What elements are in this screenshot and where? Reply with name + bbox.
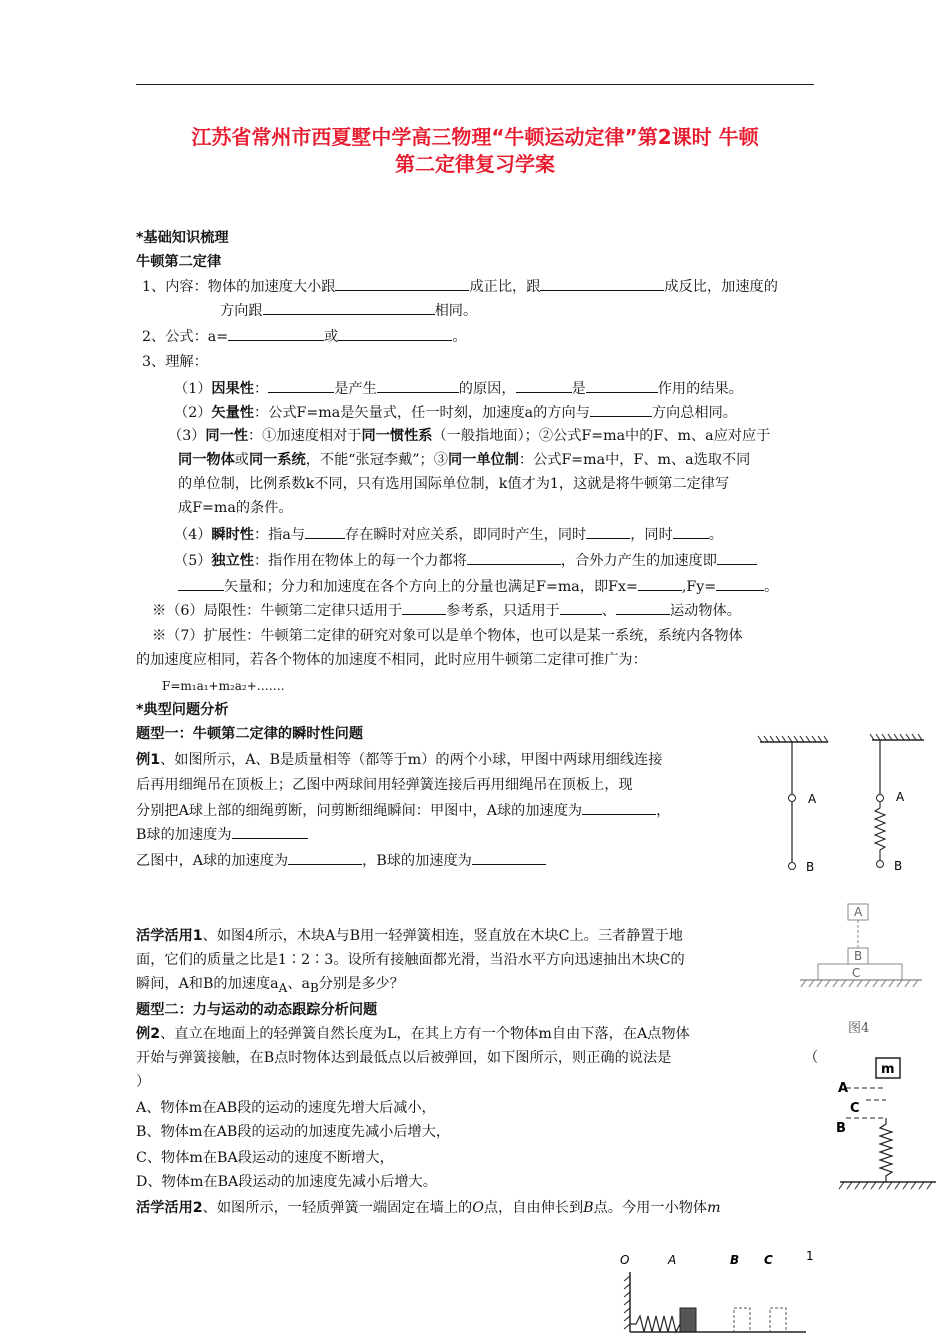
blank-field[interactable] [616,600,670,615]
label-c: C [764,1253,773,1267]
label-a: A [838,1081,849,1096]
subheading-newton-second-law: 牛顿第二定律 [136,254,222,270]
blank-field[interactable] [582,800,656,815]
answer-paren-left: （ [804,1050,819,1066]
blank-field[interactable] [178,576,224,591]
blank-field[interactable] [590,402,652,417]
hanging-balls-figure [756,730,926,880]
label-a: A [808,792,817,806]
text: 1、内容：物体的加速度大小跟 [142,279,336,295]
text: （1） [174,381,212,397]
ceiling-left [758,736,828,742]
blank-field[interactable] [305,524,345,539]
spring-icon [875,802,885,860]
answer-paren-right: ） [136,1074,151,1090]
label-a: A [896,790,905,804]
understanding-identity-line2 [178,450,750,470]
italic-symbol: B [583,1200,594,1216]
option-b: B、物体m在AB段的运动的加速度先减小后增大， [136,1124,451,1140]
text: 分别把A球上部的细绳剪断，问剪断细绳瞬间：甲图中，A球的加速度为 [136,803,583,819]
problem-type-2-heading: 题型二：力与运动的动态跟踪分析问题 [136,1002,378,1018]
blank-field[interactable] [516,378,572,393]
example1-line5 [136,850,546,871]
text: 点。今用一小物体 [593,1200,708,1216]
text: 、如图所示，一轻质弹簧一端固定在墙上的 [202,1200,473,1216]
bold-term: 活学活用1 [136,928,203,944]
section-heading-typical-problems: *典型问题分析 [136,702,229,718]
text: 瞬间，A和B的加速度a [136,976,279,992]
text: 矢量和；分力和加速度在各个方向上的分量也满足F=ma，即Fx= [224,579,638,595]
text: ， [656,803,671,819]
label-a: A [854,905,863,919]
block-at-a [680,1308,696,1332]
spring-icon [880,1118,892,1182]
extension-formula: F=m₁a₁+m₂a₂+……. [162,679,285,693]
text: 方向跟 [220,303,263,319]
understanding-independence-line2 [178,576,778,597]
blank-field[interactable] [335,276,469,291]
text: 、如图所示，A、B是质量相等（都等于m）的两个小球，甲图中两球用细线连接 [160,752,663,768]
blank-field[interactable] [228,326,324,341]
text: 乙图中，A球的加速度为 [136,853,289,869]
text: 成反比，加速度的 [664,279,778,295]
wall-spring-figure [610,1246,820,1344]
block-position-c [770,1308,786,1332]
text: 成正比，跟 [469,279,541,295]
understanding-identity-line3: 的单位制，比例系数k不同，只有选用国际单位制，k值才为1，这就是将牛顿第二定律写 [178,476,730,492]
example1-line2: 后再用细绳吊在顶板上；乙图中两球间用轻弹簧连接后再用细绳吊在顶板上，现 [136,777,633,793]
example2-line1 [136,1024,690,1044]
blank-field[interactable] [268,378,334,393]
spring-icon [630,1316,680,1332]
text: 方向总相同。 [651,405,737,421]
example2-line2: 开始与弹簧接触，在B点时物体达到最低点以后被弹回，如下图所示，则正确的说法是 [136,1050,672,1066]
ground-hatch [801,980,918,987]
blank-field[interactable] [560,600,602,615]
problem-type-1-heading: 题型一：牛顿第二定律的瞬时性问题 [136,726,364,742]
bold-term: 瞬时性 [211,527,254,543]
header-rule [136,84,814,85]
text: ：公式F=ma中，F、m、a选取不同 [518,452,751,468]
understanding-instantaneity [174,524,723,545]
example1-line1 [136,750,662,770]
text: 。 [452,329,467,345]
understanding-limitation [152,600,741,621]
example1-line4 [136,824,308,845]
bold-term: 矢量性 [211,405,254,421]
blank-field[interactable] [402,600,446,615]
understanding-independence-line1 [174,550,757,571]
text: 点，自由伸长到 [483,1200,584,1216]
title-line-1: 江苏省常州市西夏墅中学高三物理“牛顿运动定律”第2课时 牛顿 [191,125,759,149]
text: 是 [571,381,586,397]
item3-label: 3、理解： [142,354,208,370]
text: ：指a与 [253,527,306,543]
understanding-extension-line2: 的加速度应相同，若各个物体的加速度不相同，此时应用牛顿第二定律可推广为： [136,652,647,668]
text: ：①加速度相对于 [247,428,362,444]
text: ,Fy= [681,579,717,595]
bold-term: 例1 [136,752,161,768]
item1-line1 [142,276,778,297]
label-b: B [806,860,815,874]
spring-drop-figure [830,1050,940,1196]
label-a: A [668,1253,677,1267]
title-line-2: 第二定律复习学案 [395,152,555,176]
ball-a-right [877,795,884,802]
understanding-identity-line4: 成F=ma的条件。 [178,500,293,516]
understanding-causality [174,378,743,399]
label-m: m [881,1062,895,1077]
ground-hatch [839,1182,932,1189]
text: （2） [174,405,212,421]
ball-b-left [789,863,796,870]
text: 相同。 [434,303,478,319]
application1-line1 [136,926,683,946]
text: （5） [174,553,212,569]
blank-field[interactable] [586,524,630,539]
option-d: D、物体m在BA段运动的加速度先减小后增大。 [136,1174,437,1190]
text: 的原因， [458,381,516,397]
block-position-b [734,1308,750,1332]
bold-term: 同一性 [205,428,248,444]
figure-caption: 图4 [848,1021,870,1036]
text: ，合外力产生的加速度即 [560,553,717,569]
text: ： [253,381,269,397]
bold-term: 活学活用2 [136,1200,203,1216]
blank-field[interactable] [586,378,658,393]
text: 参考系，只适用于 [446,603,560,619]
text: 、 [601,603,616,619]
text: （4） [174,527,212,543]
option-a: A、物体m在AB段的运动的速度先增大后减小， [136,1100,436,1116]
label-c: C [850,1101,860,1116]
text: 或 [234,452,249,468]
ball-b-right [877,861,884,868]
text: 是产生 [334,381,377,397]
blank-field[interactable] [263,300,435,315]
subscript: A [278,980,288,995]
text: 、a [287,976,310,992]
bold-term: 独立性 [211,553,254,569]
subscript: B [309,980,319,995]
ball-a-left [789,795,796,802]
blank-field[interactable] [338,326,452,341]
label-o: O [620,1253,630,1267]
text: 或 [324,329,339,345]
text: 作用的结果。 [657,381,743,397]
bold-term: 例2 [136,1026,161,1042]
text: ：公式F=ma是矢量式，任一时刻，加速度a的方向与 [253,405,590,421]
wall-hatch [624,1276,630,1329]
italic-symbol: O [472,1200,484,1216]
understanding-extension-line1: ※（7）扩展性：牛顿第二定律的研究对象可以是单个物体，也可以是某一系统，系统内各物体 [152,628,743,644]
text: ：指作用在物体上的每一个力都将 [253,553,467,569]
understanding-vector [174,402,737,423]
blank-field[interactable] [472,850,546,865]
option-c: C、物体m在BA段运动的速度不断增大， [136,1150,394,1166]
text: 。 [708,527,723,543]
application2-line1 [136,1198,721,1218]
text: B球的加速度为 [136,827,232,843]
text: 。 [764,579,779,595]
text: 2、公式：a= [142,329,229,345]
text: 分别是多少？ [318,976,404,992]
label-b: B [836,1121,846,1136]
section-heading-basics: *基础知识梳理 [136,230,229,246]
application1-line2: 面，它们的质量之比是1∶2∶3。设所有接触面都光滑，当沿水平方向迅速抽出木块C的 [136,952,685,968]
ceiling-right [870,734,924,740]
page-number: 1 [806,1249,814,1263]
bold-term: 同一物体 [178,452,235,468]
text: ，B球的加速度为 [362,853,472,869]
blank-field[interactable] [673,524,709,539]
figure4-blocks [796,896,926,1036]
text: ，同时 [630,527,673,543]
text: （3） [168,428,206,444]
label-b: B [894,859,903,873]
bold-term: 因果性 [211,381,254,397]
bold-term: 同一惯性系 [361,428,433,444]
understanding-identity-line1 [168,426,770,446]
text: （一般指地面）；②公式F=ma中的F、m、a应对应于 [432,428,771,444]
text: 存在瞬时对应关系，即同时产生，同时 [345,527,587,543]
text: 、如图4所示，木块A与B用一轻弹簧相连，竖直放在木块C上。三者静置于地 [202,928,683,944]
label-b: B [730,1253,740,1267]
blank-field[interactable] [638,576,682,591]
label-c: C [852,966,861,980]
blank-field[interactable] [232,824,308,839]
text: 运动物体。 [669,603,741,619]
blank-field[interactable] [716,576,764,591]
label-b: B [854,949,863,963]
blank-field[interactable] [467,550,561,565]
blank-field[interactable] [377,378,459,393]
item2-formula [142,326,467,347]
text: ，不能“张冠李戴”；③ [305,452,448,468]
application1-line3 [136,974,404,998]
blank-field[interactable] [288,850,362,865]
text: ※（6）局限性：牛顿第二定律只适用于 [152,603,403,619]
text: 、直立在地面上的轻弹簧自然长度为L，在其上方有一个物体m自由下落，在A点物体 [160,1026,690,1042]
italic-symbol: m [707,1200,721,1216]
bold-term: 同一系统 [248,452,306,468]
item1-line2 [220,300,477,321]
blank-field[interactable] [540,276,664,291]
example1-line3 [136,800,670,821]
page-title [120,124,830,178]
bold-term: 同一单位制 [447,452,519,468]
blank-field[interactable] [717,550,757,565]
